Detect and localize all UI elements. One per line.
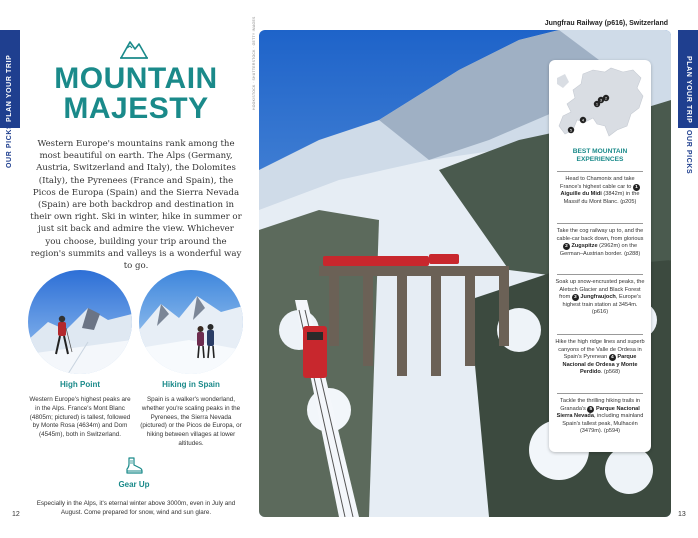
hiking-spain-title: Hiking in Spain [162, 380, 220, 389]
experience-item-4: Hike the high ridge lines and superb canyons of the Valle de Ordesa in Spain's Pyrenean 4 Parque Nacional de Ordesa y Monte Perdido. (p568) [555, 339, 645, 376]
best-experiences-panel [549, 60, 651, 452]
europe-map-icon [553, 64, 647, 146]
divider [557, 334, 643, 335]
divider [557, 171, 643, 172]
intro-paragraph: Western Europe's mountains rank among the most beautiful on earth. The Alps (Germany, Austria, Switzerland and Italy), the Dolomites (Italy), the Pyrenees (France and Spain), the Picos de Europa (Spain) and the Sierra Nevada (Spain) are both backdrop and destination in their own right. Ski in winter, hike in summer or just sit back and admire the view. Whichever you choose, building your trip around the region's summits and valleys is a wonderful way to go. [30, 139, 242, 272]
svg-text:2: 2 [604, 95, 608, 101]
experience-item-2: Take the cog railway up to, and the cable-car back down, from glorious 2 Zugspitze (2962m) on the German–Austrian border. (p288) [556, 228, 644, 257]
gear-up-title: Gear Up [118, 480, 150, 489]
hiking-spain-photo [139, 270, 243, 374]
photo-credits: HOOK/STOCK · SHUTTERSTOCK · GETTY IMAGES [252, 16, 256, 110]
mountain-logo-icon [119, 36, 149, 60]
divider [557, 223, 643, 224]
right-section-label: OUR PICKS [685, 130, 692, 175]
experience-item-1: Head to Chamonix and take France's highest cable car to 1 Aiguille du Midi (3842m) in the Massif du Mont Blanc. (p205) [560, 176, 640, 205]
svg-text:1: 1 [595, 101, 599, 107]
hiking-spain-text: Spain is a walker's wonderland, whether you're scaling peaks in the Pyrenees, the Sierra Nevada (pictured) or the Picos de Europa, or hiking between villages at lower altitudes. [140, 396, 242, 447]
divider [557, 393, 643, 394]
hiking-boot-icon [124, 456, 144, 476]
experience-item-3: Soak up snow-encrusted peaks, the Aletsch Glacier and Black Forest from 3 Jungfraujoch, Europe's highest train station at 3454m. (p616) [555, 279, 645, 316]
svg-text:3: 3 [599, 97, 603, 103]
page-number-right: 13 [678, 511, 686, 518]
page-title-line1: MOUNTAIN [54, 62, 218, 95]
divider [557, 274, 643, 275]
high-point-title: High Point [60, 380, 100, 389]
high-point-text: Western Europe's highest peaks are in the Alps. France's Mont Blanc (4805m; pictured) is tallest, followed by Monte Rosa (4634m) and Dom (4545m), both in Switzerland. [29, 396, 131, 439]
page-number-left: 12 [12, 511, 20, 518]
page-title-line2: MAJESTY [63, 92, 209, 125]
gear-up-text: Especially in the Alps, it's eternal winter above 3000m, even in July and August. Come prepared for snow, wind and sun glare. [36, 500, 236, 516]
svg-text:5: 5 [569, 127, 573, 133]
right-tab-label: PLAN YOUR TRIP [685, 56, 692, 124]
photo-caption: Jungfrau Railway (p616), Switzerland [544, 20, 668, 27]
experience-item-5: Tackle the thrilling hiking trails in Granada's 5 Parque Nacional Sierra Nevada, including mainland Spain's tallest peak, Mulhacén (3479m). (p594) [556, 398, 644, 435]
svg-text:4: 4 [581, 117, 585, 123]
left-section-label: OUR PICKS [6, 123, 13, 168]
left-tab-label: PLAN YOUR TRIP [6, 54, 13, 122]
best-experiences-title: BEST MOUNTAIN EXPERIENCES [572, 148, 628, 164]
high-point-photo [28, 270, 132, 374]
